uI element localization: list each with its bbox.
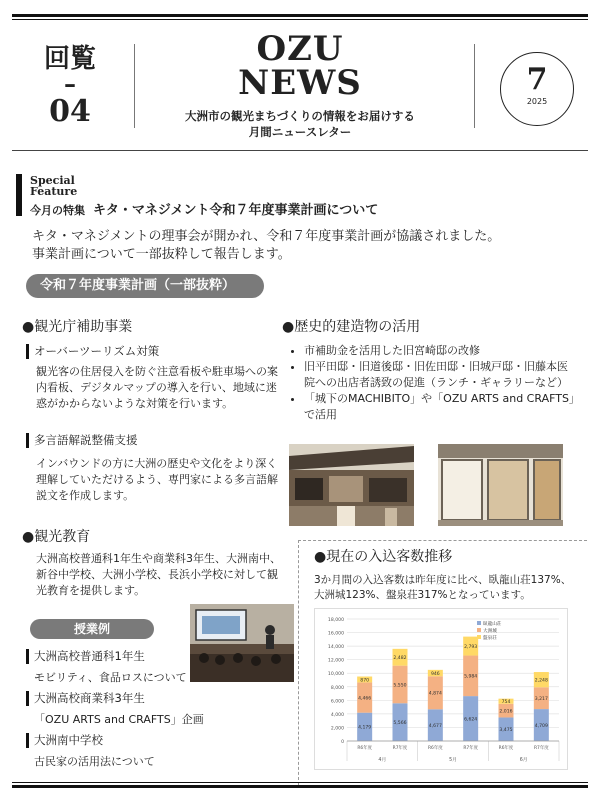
brand-ozu: OZU (256, 29, 344, 69)
bar-label-盤泉荘-1: 2,482 (393, 656, 407, 662)
y-tick-label-8: 16,000 (327, 631, 344, 637)
example-1-title: 大洲高校普通科1年生 (26, 649, 145, 664)
intro-line-2: 事業計画について一部抜粋して報告します。 (32, 247, 291, 262)
header-bottom-rule (12, 150, 588, 151)
chart-svg (315, 609, 567, 769)
bar-label-盤泉荘-2: 946 (430, 671, 440, 677)
tagline-line2: 月間ニュースレター (248, 125, 352, 139)
x-tick-label-3: R7年度 (463, 746, 478, 751)
feature-accent-bar (16, 174, 22, 216)
subsidy-heading: ●観光庁補助事業 (22, 319, 133, 335)
bottom-rule-thick (12, 785, 588, 788)
header-divider-left (134, 44, 135, 128)
historic-bullet-3: • 「城下のMACHIBITO」や「OZU ARTS and CRAFTS」で活用 (304, 391, 576, 423)
x-tick-label-5: R7年度 (534, 746, 549, 751)
x-tick-label-2: R6年度 (428, 746, 443, 751)
legend-swatch-0 (477, 621, 481, 625)
y-tick-label-1: 2,000 (330, 726, 344, 732)
group-label-2: 6月 (519, 758, 528, 763)
feature-title: キタ・マネジメント令和７年度事業計画について (93, 203, 379, 218)
legend-label-0: 臥龍山荘 (483, 622, 502, 627)
example-2-desc: 「OZU ARTS and CRAFTS」企画 (34, 713, 204, 726)
masthead (140, 29, 460, 140)
feature-title-line (30, 199, 378, 218)
tagline-line1: 大洲市の観光まちづくりの情報をお届けする (185, 109, 415, 123)
y-tick-label-9: 18,000 (327, 618, 344, 623)
feature-intro (32, 228, 572, 264)
kairan-number: 04 (49, 94, 91, 129)
bottom-rule-thin (12, 782, 588, 783)
plan-pill: 令和７年度事業計画（一部抜粋） (26, 274, 264, 298)
bar-label-盤泉荘-3: 2,793 (464, 644, 478, 650)
examples-pill: 授業例 (30, 619, 154, 639)
historic-heading: ●歴史的建造物の活用 (282, 319, 421, 335)
photo-classroom (190, 604, 294, 682)
example-3-desc: 古民家の活用法について (34, 755, 155, 768)
overtourism-body: 観光客の住居侵入を防ぐ注意看板や駐車場への案内看板、デジタルマップの導入を行い、地域に迷惑がかからないような対策を行います。 (36, 365, 278, 410)
overtourism-subhead: オーバーツーリズム対策 (26, 344, 159, 359)
bar-label-臥龍山荘-5: 4,709 (534, 723, 548, 729)
legend-label-2: 盤泉荘 (483, 636, 497, 641)
feature-label-en (30, 175, 77, 197)
bar-label-臥龍山荘-2: 4,677 (428, 723, 442, 729)
y-tick-label-5: 10,000 (327, 672, 344, 678)
bar-label-臥龍山荘-0: 4,179 (358, 725, 372, 731)
x-tick-label-4: R6年度 (498, 746, 514, 751)
bar-label-臥龍山荘-3: 6,624 (464, 717, 478, 723)
bar-label-盤泉荘-0: 870 (360, 678, 370, 684)
tagline (140, 108, 460, 140)
historic-bullets (286, 343, 576, 423)
y-tick-label-0: 0 (341, 740, 344, 745)
y-tick-label-6: 12,000 (327, 658, 344, 664)
header-divider-right (474, 44, 475, 128)
bar-label-大洲城-5: 3,217 (534, 696, 548, 702)
top-rule-thick (12, 14, 588, 17)
multilingual-subhead: 多言語解説整備支援 (26, 433, 138, 448)
bar-label-盤泉荘-4: 754 (501, 700, 511, 706)
y-tick-label-2: 4,000 (330, 712, 344, 718)
legend-swatch-2 (477, 635, 481, 639)
bar-label-大洲城-2: 4,874 (428, 691, 442, 697)
feature-label-jp: 今月の特集 (30, 204, 85, 217)
photo-old-townhouse (289, 444, 414, 526)
historic-bullet-1: • 市補助金を活用した旧宮崎邸の改修 (304, 343, 576, 359)
visitors-heading: ●現在の入込客数推移 (314, 549, 453, 565)
month-number: 7 (526, 62, 548, 97)
x-tick-label-1: R7年度 (392, 746, 408, 751)
education-heading: ●観光教育 (22, 529, 91, 545)
bar-label-大洲城-4: 2,016 (499, 709, 513, 715)
bar-label-臥龍山荘-1: 5,566 (393, 720, 407, 726)
bar-label-臥龍山荘-4: 3,475 (499, 728, 513, 734)
group-label-0: 4月 (378, 758, 387, 763)
year-label: 2025 (526, 97, 548, 106)
feature-label-en-1: Special (30, 174, 75, 187)
y-tick-label-4: 8,000 (330, 685, 344, 691)
x-tick-label-0: R6年度 (357, 746, 372, 751)
feature-label-en-2: Feature (30, 185, 78, 198)
legend-label-1: 大洲城 (483, 629, 497, 634)
y-tick-label-7: 14,000 (327, 645, 344, 651)
visitors-chart (314, 608, 568, 770)
month-badge (500, 52, 574, 126)
intro-line-1: キタ・マネジメントの理事会が開かれ、令和７年度事業計画が協議されました。 (32, 229, 501, 244)
top-rule-thin (12, 19, 588, 20)
multilingual-body: インバウンドの方に大洲の歴史や文化をより深く理解していただけるよう、専門家による多言語解説文を作成します。 (36, 457, 278, 502)
historic-bullet-2: • 旧平田邸・旧道後邸・旧佐田邸・旧城戸邸・旧藤本医院への出店者誘致の促進（ランチ・ギャラリーなど） (304, 359, 576, 391)
bar-label-大洲城-1: 5,550 (393, 683, 407, 689)
historic-list (286, 343, 576, 423)
y-tick-label-3: 6,000 (330, 699, 344, 705)
kairan-label: 回覧 (43, 44, 96, 74)
photo-shop-interior (438, 444, 563, 526)
legend-swatch-1 (477, 628, 481, 632)
bar-label-大洲城-0: 4,466 (358, 696, 372, 702)
education-body: 大洲高校普通科1年生や商業科3年生、大洲南中、新谷中学校、大洲小学校、長浜小学校に対して観光教育を提供します。 (36, 552, 281, 597)
example-1-desc: モビリティ、食品ロスについて (34, 671, 187, 684)
visitors-body: 3か月間の入込客数は昨年度に比べ、臥龍山荘137%、大洲城123%、盤泉荘317%となっています。 (314, 574, 572, 601)
brand-news: NEWS (238, 63, 362, 103)
circular-number (20, 44, 120, 130)
example-2-title: 大洲高校商業科3年生 (26, 691, 145, 706)
example-3-title: 大洲南中学校 (26, 733, 103, 748)
group-label-1: 5月 (449, 758, 457, 763)
bar-label-盤泉荘-5: 2,248 (534, 678, 548, 684)
kairan-dash: – (64, 69, 76, 98)
bar-label-大洲城-3: 5,984 (464, 674, 478, 680)
